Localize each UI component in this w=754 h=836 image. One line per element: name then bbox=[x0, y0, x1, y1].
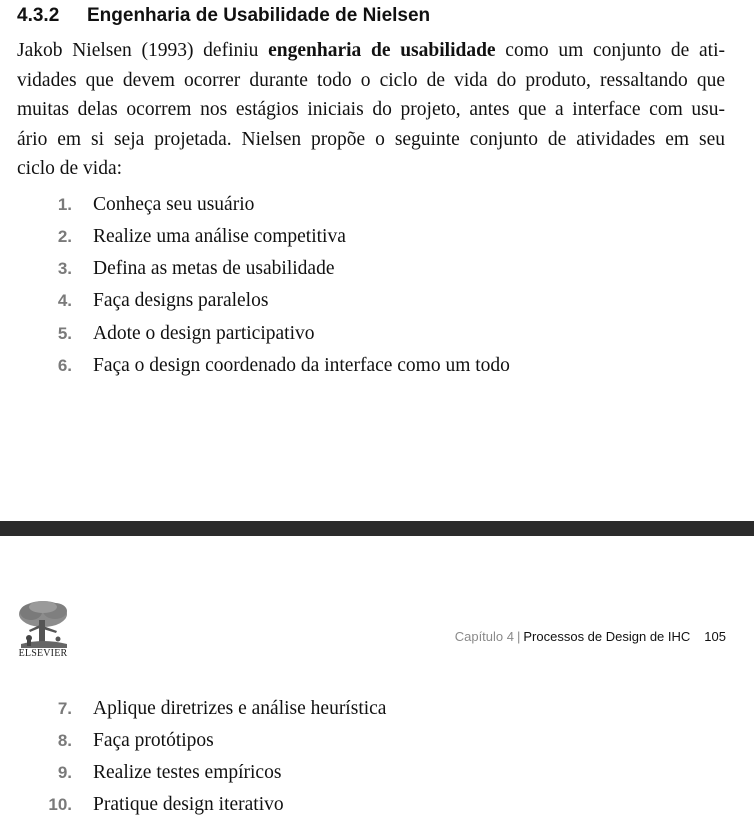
emphasis-term: engenharia de usabilidade bbox=[268, 40, 496, 61]
page-divider bbox=[0, 521, 754, 536]
item-text: Aplique diretrizes e análise heurística bbox=[93, 698, 387, 719]
item-text: Defina as metas de usabilidade bbox=[93, 258, 335, 279]
chapter-title: Processos de Design de IHC bbox=[523, 629, 691, 644]
item-text: Faça o design coordenado da interface como um todo bbox=[93, 355, 510, 376]
section-title: Engenharia de Usabilidade de Nielsen bbox=[87, 5, 431, 26]
item-number: 10. bbox=[48, 795, 72, 814]
running-head-separator: | bbox=[516, 629, 521, 644]
intro-line: ário em si seja projetada. Nielsen propõe o seguinte conjunto de atividades em seu bbox=[17, 128, 725, 150]
intro-text: como um conjunto de ati- bbox=[495, 40, 726, 61]
intro-line: vidades que devem ocorrer durante todo o ciclo de vida do produto, ressaltando que bbox=[17, 69, 725, 91]
item-text: Faça protótipos bbox=[93, 730, 214, 751]
item-text: Realize testes empíricos bbox=[93, 762, 282, 783]
publisher-name: ELSEVIER bbox=[18, 648, 68, 659]
item-text: Adote o design participativo bbox=[93, 323, 315, 344]
intro-line: muitas delas ocorrem nos estágios iniciais do projeto, antes que a interface com usu- bbox=[17, 99, 725, 120]
intro-text: Jakob Nielsen (1993) definiu bbox=[17, 40, 269, 61]
item-number: 4. bbox=[57, 291, 72, 310]
item-text: Pratique design iterativo bbox=[93, 794, 284, 815]
item-number: 9. bbox=[57, 763, 72, 782]
intro-line bbox=[17, 36, 725, 66]
intro-line: ciclo de vida: bbox=[17, 158, 123, 179]
page-number: 105 bbox=[704, 629, 726, 644]
tree-icon bbox=[15, 600, 71, 648]
item-number: 5. bbox=[57, 324, 72, 343]
item-text: Conheça seu usuário bbox=[93, 194, 255, 215]
item-number: 3. bbox=[57, 259, 72, 278]
section-number: 4.3.2 bbox=[17, 5, 60, 26]
item-text: Faça designs paralelos bbox=[93, 290, 269, 311]
item-number: 2. bbox=[57, 227, 72, 246]
item-number: 6. bbox=[57, 356, 72, 375]
intro-paragraph bbox=[17, 36, 725, 184]
item-number: 1. bbox=[57, 195, 72, 214]
running-head bbox=[455, 628, 726, 646]
item-number: 7. bbox=[57, 699, 72, 718]
publisher-logo bbox=[15, 600, 71, 660]
section-heading bbox=[17, 4, 430, 28]
item-text: Realize uma análise competitiva bbox=[93, 226, 346, 247]
chapter-label: Capítulo 4 bbox=[454, 629, 514, 644]
item-number: 8. bbox=[57, 731, 72, 750]
